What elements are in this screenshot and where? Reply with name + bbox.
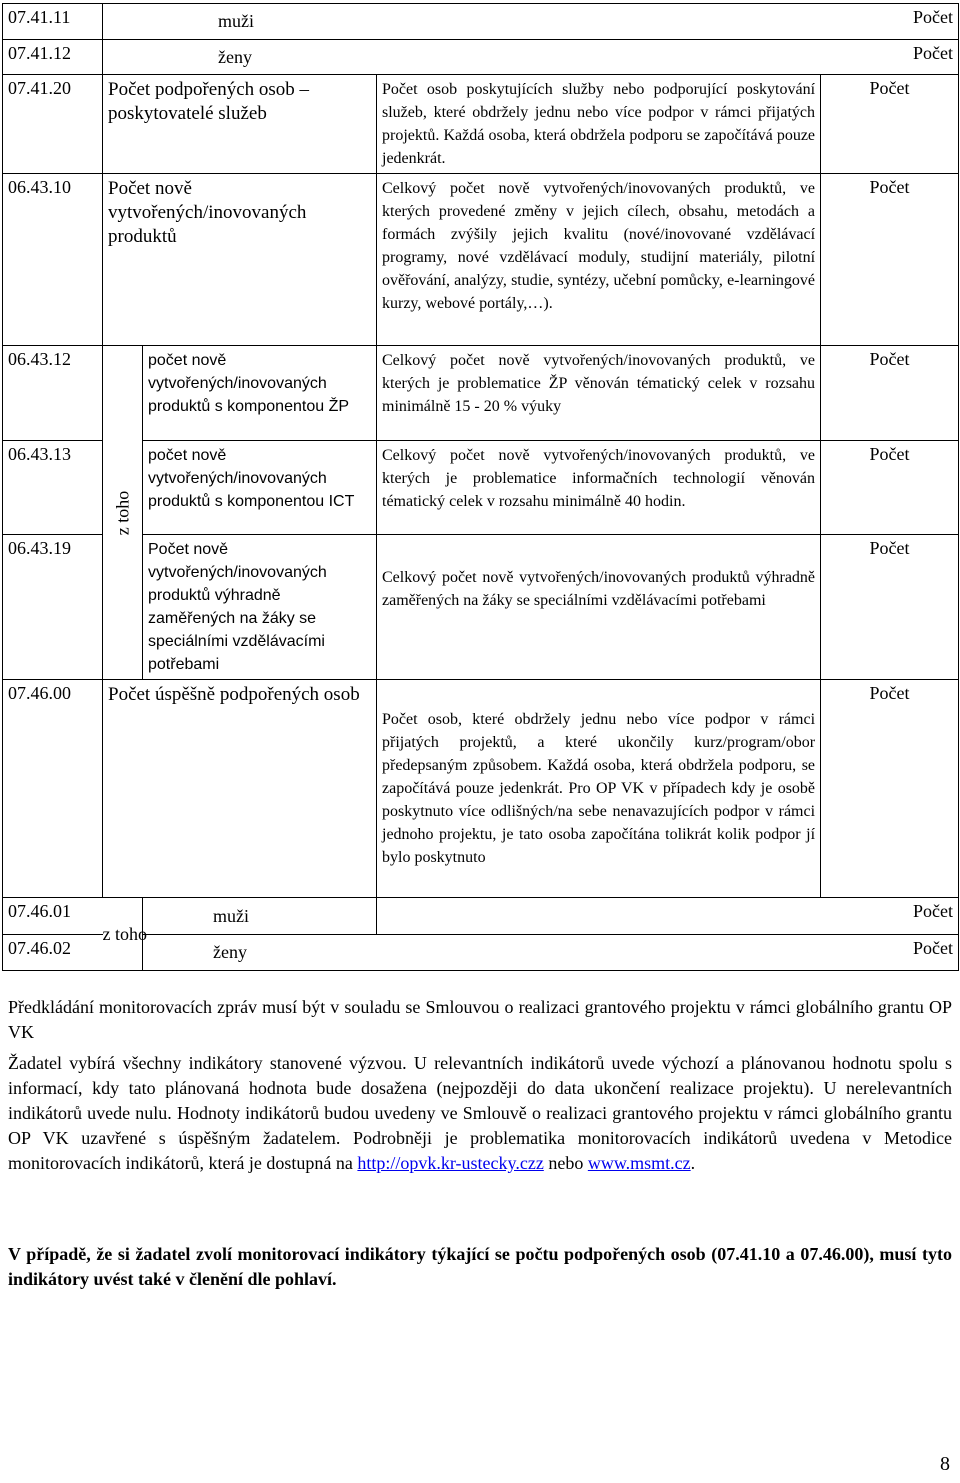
indicator-code: 07.46.00 [3, 680, 103, 898]
indicator-description: Celkový počet nově vytvořených/inovovaných produktů, ve kterých provedené změny v jejich cílech, obsahu, metodách a formách zvýšily jejich kvalitu (nové/inovované vzdělávací programy, nové vzdělávací moduly, studijní materiály, pilotní ověřování, analýzy, studie, syntézy, učební pomůcky, e-learningové kurzy, webové portály,…). [377, 174, 821, 346]
indicator-description: Počet osob, které obdržely jednu nebo více podpor v rámci přijatých projektů, a které ukončily kurz/program/obor předepsaným způsobem. Každá osoba, která obdržela podporu, se započítává pouze jedenkrát. Pro OP VK v případech kdy je osobě poskytnuto více odlišných/na sebe nenavazujících podpor v rámci jednoho projektu, je tato osoba započítána tolikrát kolik podpor jí bylo poskytnuto [377, 680, 821, 898]
indicator-label: Počet úspěšně podpořených osob [103, 680, 377, 898]
indicator-label: ženy [103, 40, 821, 75]
indicator-code: 07.41.11 [3, 4, 103, 40]
indicator-count: Počet [821, 898, 959, 935]
paragraph-indicators [8, 1051, 952, 1176]
table-row [3, 346, 959, 441]
indicator-count: Počet [821, 935, 959, 971]
indicator-code: 06.43.10 [3, 174, 103, 346]
indicator-label: počet nově vytvořených/inovovaných produktů s komponentou ŽP [143, 346, 377, 441]
indicator-count: Počet [821, 680, 959, 898]
indicator-label: Počet nově vytvořených/inovovaných produktů [103, 174, 377, 346]
ztoho-label-bottom [102, 898, 147, 971]
paragraph-gender-note: V případě, že si žadatel zvolí monitorovací indikátory týkající se počtu podpořených osob (07.41.10 a 07.46.00), musí tyto indikátory uvést také v členění dle pohlaví. [8, 1244, 952, 1289]
indicator-description: Počet osob poskytujících služby nebo podporující poskytování služeb, které obdržely jednu nebo více podpor v rámci přijatých projektů. Každá osoba, která obdržela podporu se započítává pouze jedenkrát. [377, 75, 821, 174]
indicator-code: 07.46.01 [3, 898, 103, 935]
table-row [3, 4, 959, 40]
indicator-code: 06.43.13 [3, 441, 103, 535]
table-row [3, 535, 959, 680]
paragraph-indicators-text: Žadatel vybírá všechny indikátory stanovené výzvou. U relevantních indikátorů uvede výchozí a plánovanou hodnotu spolu s informací, kdy tato plánovaná hodnota bude dosažena (nejpozději do data ukončení realizace projektu). U nerelevantních indikátorů uvede nulu. Hodnoty indikátorů budou uvedeny ve Smlouvě o realizaci grantového projektu v rámci globálního grantu OP VK uzavřené s úspěšným žadatelem. Podrobněji je problematika monitorovacích indikátorů uvedena v Metodice monitorovacích indikátorů, která je dostupná na [8, 1053, 952, 1173]
ztoho-cell [103, 346, 143, 680]
indicator-label: počet nově vytvořených/inovovaných produktů s komponentou ICT [143, 441, 377, 535]
indicator-count: Počet [821, 75, 959, 174]
indicator-count: Počet [821, 40, 959, 75]
indicator-code: 07.41.12 [3, 40, 103, 75]
indicator-count: Počet [821, 174, 959, 346]
indicator-table [2, 3, 959, 971]
indicator-label: muži [143, 898, 377, 935]
indicator-count: Počet [821, 535, 959, 680]
table-row [3, 441, 959, 535]
table-row [3, 174, 959, 346]
indicator-label: Počet podpořených osob – poskytovatelé služeb [103, 75, 377, 174]
link-kr-ustecky[interactable]: http://opvk.kr-ustecky.czz [357, 1153, 544, 1173]
indicator-label: Počet nově vytvořených/inovovaných produktů výhradně zaměřených na žáky se speciálními vzdělávacími potřebami [143, 535, 377, 680]
paragraph-indicators-mid: nebo [543, 1153, 588, 1173]
indicator-code: 07.41.20 [3, 75, 103, 174]
table-row [3, 75, 959, 174]
indicator-code: 06.43.12 [3, 346, 103, 441]
table-row [3, 40, 959, 75]
paragraph-indicators-end: . [690, 1153, 696, 1173]
indicator-description: Celkový počet nově vytvořených/inovovaných produktů, ve kterých je problematice ŽP věnován tématický celek v rozsahu minimálně 15 - 20 % výuky [377, 346, 821, 441]
indicator-description: Celkový počet nově vytvořených/inovovaných produktů výhradně zaměřených na žáky se speciálními vzdělávacími potřebami [377, 535, 821, 680]
ztoho-label: z toho [112, 490, 132, 535]
indicator-description: Celkový počet nově vytvořených/inovovaných produktů, ve kterých je problematice informačních technologií věnován tématický celek v rozsahu minimálně 40 hodin. [377, 441, 821, 535]
indicator-label: muži [103, 4, 821, 40]
indicator-code: 07.46.02 [3, 935, 103, 971]
indicator-code: 06.43.19 [3, 535, 103, 680]
table-row [3, 898, 959, 935]
indicator-count: Počet [821, 346, 959, 441]
indicator-count: Počet [821, 441, 959, 535]
indicator-count: Počet [821, 4, 959, 40]
paragraph-monitoring: Předkládání monitorovacích zpráv musí být v souladu se Smlouvou o realizaci grantového projektu v rámci globálního grantu OP VK [8, 997, 952, 1042]
table-row [3, 680, 959, 898]
indicator-label: ženy [143, 935, 821, 971]
link-msmt[interactable]: www.msmt.cz [587, 1153, 691, 1173]
page-number: 8 [940, 1453, 950, 1475]
ztoho-text: z toho [102, 923, 147, 944]
